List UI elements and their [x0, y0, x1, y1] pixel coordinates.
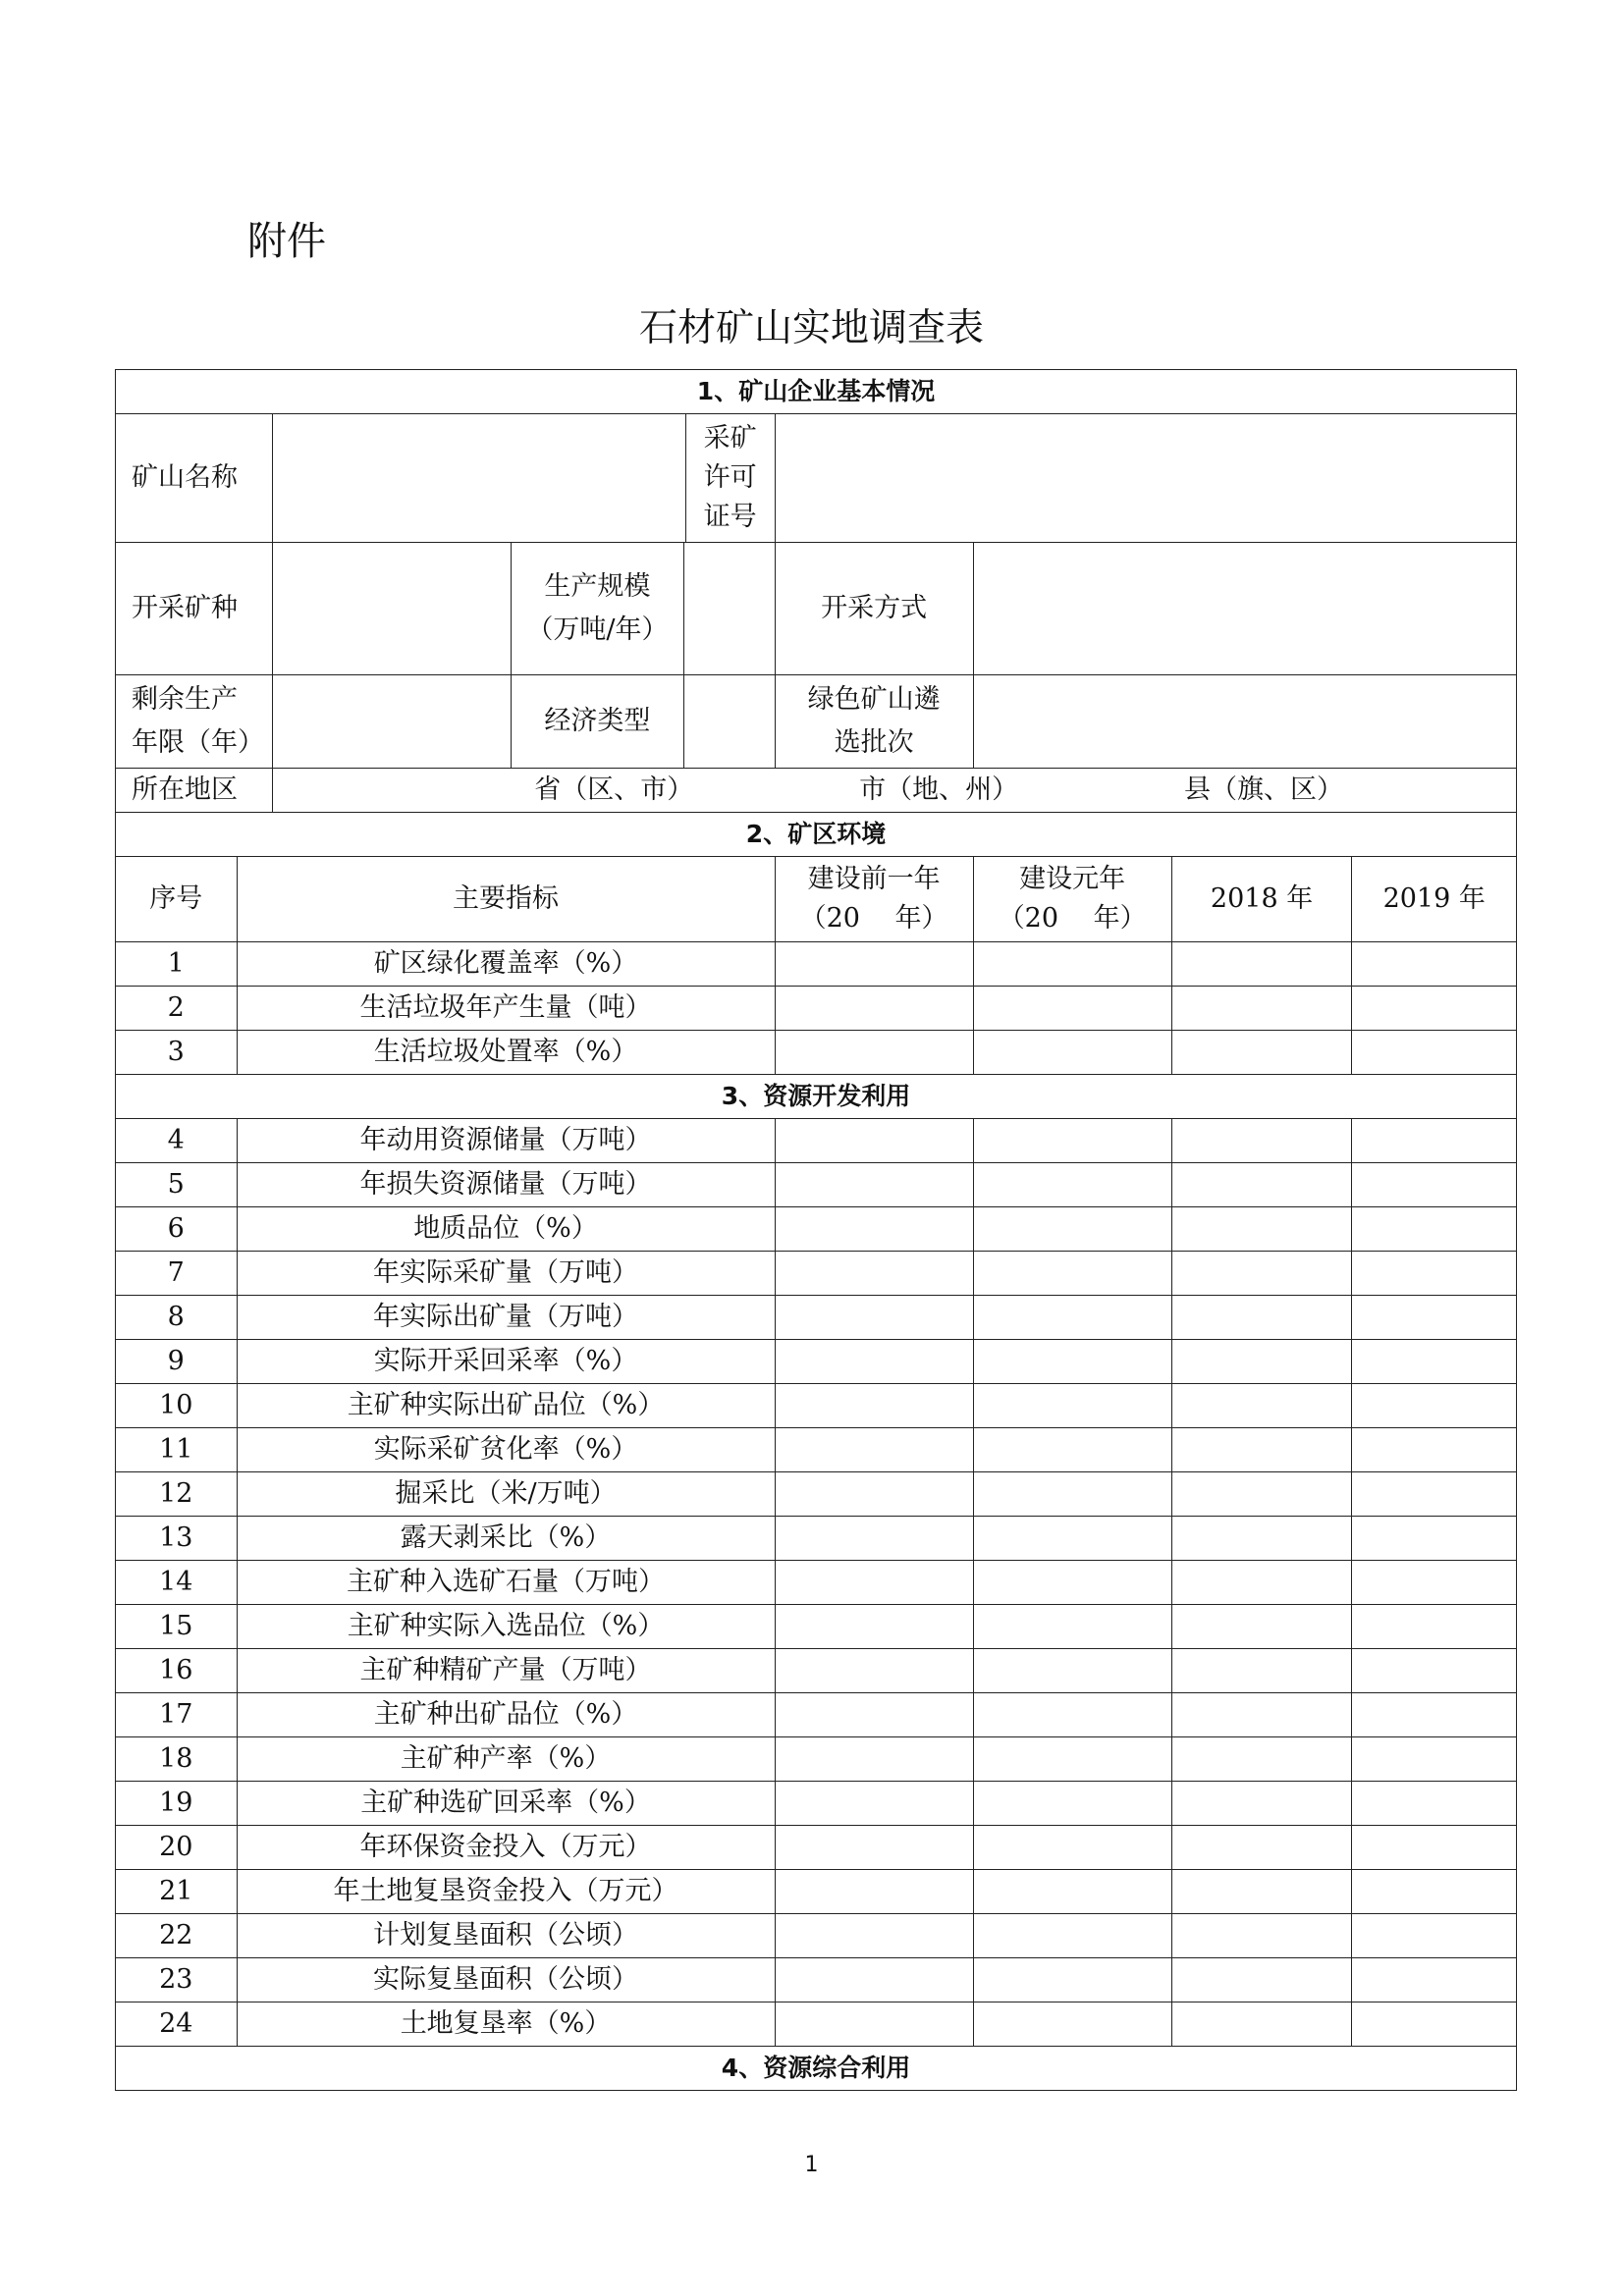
table-row: [116, 1207, 1517, 1252]
page-title: 石材矿山实地调查表: [638, 306, 984, 350]
value-cell-first-year[interactable]: [973, 1296, 1171, 1340]
row-seq: 10: [116, 1384, 238, 1428]
environment-rows: [116, 942, 1517, 1075]
value-cell-2018[interactable]: [1171, 1163, 1352, 1207]
value-cell-2019[interactable]: [1352, 1737, 1517, 1782]
mine-name-field[interactable]: [273, 414, 685, 543]
row-indicator: 露天剥采比（%）: [237, 1517, 775, 1561]
row-indicator: 矿区绿化覆盖率（%）: [237, 942, 775, 987]
row-seq: 11: [116, 1428, 238, 1472]
row-seq: 2: [116, 987, 238, 1031]
row-seq: 19: [116, 1782, 238, 1826]
row-seq: 22: [116, 1914, 238, 1958]
row-seq: 9: [116, 1340, 238, 1384]
row-indicator: 实际采矿贫化率（%）: [237, 1428, 775, 1472]
value-cell-2018[interactable]: [1171, 1296, 1352, 1340]
value-cell-before[interactable]: [775, 1340, 973, 1384]
row-seq: 23: [116, 1958, 238, 2002]
value-cell-2018[interactable]: [1171, 1826, 1352, 1870]
value-cell-2018[interactable]: [1171, 1252, 1352, 1296]
row-indicator: 年损失资源储量（万吨）: [237, 1163, 775, 1207]
value-cell-2018[interactable]: [1171, 1472, 1352, 1517]
value-cell-2018[interactable]: [1171, 1649, 1352, 1693]
mineral-type-field[interactable]: [273, 543, 512, 675]
row-seq: 6: [116, 1207, 238, 1252]
value-cell-before[interactable]: [775, 1472, 973, 1517]
row-indicator: 地质品位（%）: [237, 1207, 775, 1252]
row-indicator: 年实际采矿量（万吨）: [237, 1252, 775, 1296]
row-indicator: 年环保资金投入（万元）: [237, 1826, 775, 1870]
remaining-years-label: 剩余生产 年限（年）: [116, 675, 273, 769]
value-cell-first-year[interactable]: [973, 2002, 1171, 2047]
value-cell-2019[interactable]: [1352, 1340, 1517, 1384]
table-row: [116, 1914, 1517, 1958]
value-cell-first-year[interactable]: [973, 1340, 1171, 1384]
value-cell-first-year[interactable]: [973, 1031, 1171, 1075]
value-cell-2019[interactable]: [1352, 1207, 1517, 1252]
col-first-year-header: 建设元年 （20 年）: [973, 857, 1171, 942]
value-cell-2018[interactable]: [1171, 1207, 1352, 1252]
value-cell-2018[interactable]: [1171, 1031, 1352, 1075]
value-cell-first-year[interactable]: [973, 1517, 1171, 1561]
value-cell-2018[interactable]: [1171, 1119, 1352, 1163]
value-cell-2018[interactable]: [1171, 1737, 1352, 1782]
value-cell-2019[interactable]: [1352, 1649, 1517, 1693]
table-row: [116, 1826, 1517, 1870]
value-cell-2019[interactable]: [1352, 1384, 1517, 1428]
value-cell-before[interactable]: [775, 1428, 973, 1472]
value-cell-2019[interactable]: [1352, 1031, 1517, 1075]
value-cell-2019[interactable]: [1352, 1782, 1517, 1826]
value-cell-2018[interactable]: [1171, 1340, 1352, 1384]
row-indicator: 年土地复垦资金投入（万元）: [237, 1870, 775, 1914]
table-row: [116, 1119, 1517, 1163]
table-row: [116, 1782, 1517, 1826]
row-seq: 18: [116, 1737, 238, 1782]
row-indicator: 年实际出矿量（万吨）: [237, 1296, 775, 1340]
value-cell-2019[interactable]: [1352, 1870, 1517, 1914]
table-row: [116, 1958, 1517, 2002]
value-cell-first-year[interactable]: [973, 1428, 1171, 1472]
table-row: [116, 1428, 1517, 1472]
value-cell-before[interactable]: [775, 1870, 973, 1914]
economic-type-field[interactable]: [683, 675, 775, 769]
row-seq: 24: [116, 2002, 238, 2047]
value-cell-2018[interactable]: [1171, 1914, 1352, 1958]
mining-method-label: 开采方式: [775, 543, 973, 675]
row-indicator: 主矿种选矿回采率（%）: [237, 1782, 775, 1826]
row-seq: 14: [116, 1561, 238, 1605]
col-before-header: 建设前一年 （20 年）: [775, 857, 973, 942]
value-cell-before[interactable]: [775, 1252, 973, 1296]
value-cell-2018[interactable]: [1171, 1958, 1352, 2002]
value-cell-2019[interactable]: [1352, 2002, 1517, 2047]
value-cell-2019[interactable]: [1352, 1517, 1517, 1561]
value-cell-2019[interactable]: [1352, 942, 1517, 987]
value-cell-before[interactable]: [775, 1737, 973, 1782]
table-row: [116, 2002, 1517, 2047]
green-mine-batch-field[interactable]: [973, 675, 1516, 769]
value-cell-before[interactable]: [775, 1517, 973, 1561]
row-indicator: 生活垃圾年产生量（吨）: [237, 987, 775, 1031]
value-cell-before[interactable]: [775, 1782, 973, 1826]
value-cell-before[interactable]: [775, 1605, 973, 1649]
row-indicator: 实际开采回采率（%）: [237, 1340, 775, 1384]
value-cell-2019[interactable]: [1352, 987, 1517, 1031]
province-label: 省（区、市）: [534, 774, 694, 805]
value-cell-2019[interactable]: [1352, 1605, 1517, 1649]
green-mine-batch-label: 绿色矿山遴 选批次: [775, 675, 973, 769]
table-row: [116, 1252, 1517, 1296]
row-indicator: 主矿种精矿产量（万吨）: [237, 1649, 775, 1693]
value-cell-first-year[interactable]: [973, 1737, 1171, 1782]
row-indicator: 主矿种产率（%）: [237, 1737, 775, 1782]
row-seq: 13: [116, 1517, 238, 1561]
row-indicator: 计划复垦面积（公顷）: [237, 1914, 775, 1958]
value-cell-before[interactable]: [775, 1296, 973, 1340]
table-row: [116, 1384, 1517, 1428]
value-cell-first-year[interactable]: [973, 1914, 1171, 1958]
region-label: 所在地区: [116, 769, 273, 813]
row-indicator: 主矿种实际入选品位（%）: [237, 1605, 775, 1649]
table-row: [116, 1870, 1517, 1914]
value-cell-2018[interactable]: [1171, 987, 1352, 1031]
value-cell-before[interactable]: [775, 1561, 973, 1605]
resource-rows: [116, 1119, 1517, 2047]
attachment-label: 附件: [247, 219, 326, 264]
row-seq: 5: [116, 1163, 238, 1207]
value-cell-before[interactable]: [775, 942, 973, 987]
production-scale-label: 生产规模 （万吨/年）: [512, 543, 684, 675]
table-row: [116, 1649, 1517, 1693]
economic-type-label: 经济类型: [512, 675, 684, 769]
value-cell-first-year[interactable]: [973, 1826, 1171, 1870]
value-cell-2019[interactable]: [1352, 1296, 1517, 1340]
value-cell-before[interactable]: [775, 1693, 973, 1737]
mine-name-label: 矿山名称: [116, 414, 273, 543]
value-cell-first-year[interactable]: [973, 1472, 1171, 1517]
value-cell-first-year[interactable]: [973, 1693, 1171, 1737]
row-indicator: 主矿种出矿品位（%）: [237, 1693, 775, 1737]
section-comprehensive-utilization: 4、资源综合利用: [116, 2047, 1517, 2091]
value-cell-2018[interactable]: [1171, 2002, 1352, 2047]
row-seq: 20: [116, 1826, 238, 1870]
section-basic-info: 1、矿山企业基本情况: [116, 370, 1517, 414]
value-cell-before[interactable]: [775, 1958, 973, 2002]
value-cell-2019[interactable]: [1352, 1119, 1517, 1163]
license-number-field[interactable]: [775, 414, 1516, 543]
row-indicator: 主矿种入选矿石量（万吨）: [237, 1561, 775, 1605]
value-cell-before[interactable]: [775, 1119, 973, 1163]
value-cell-2018[interactable]: [1171, 1561, 1352, 1605]
production-scale-field[interactable]: [683, 543, 775, 675]
region-field[interactable]: [273, 769, 1517, 813]
value-cell-before[interactable]: [775, 1163, 973, 1207]
value-cell-2019[interactable]: [1352, 1693, 1517, 1737]
value-cell-first-year[interactable]: [973, 1649, 1171, 1693]
value-cell-before[interactable]: [775, 1914, 973, 1958]
value-cell-first-year[interactable]: [973, 1252, 1171, 1296]
value-cell-first-year[interactable]: [973, 1384, 1171, 1428]
row-seq: 21: [116, 1870, 238, 1914]
row-seq: 7: [116, 1252, 238, 1296]
row-seq: 3: [116, 1031, 238, 1075]
row-seq: 8: [116, 1296, 238, 1340]
col-2019-header: 2019 年: [1352, 857, 1517, 942]
row-indicator: 土地复垦率（%）: [237, 2002, 775, 2047]
license-number-label: 采矿 许可 证号: [685, 414, 775, 543]
value-cell-first-year[interactable]: [973, 1207, 1171, 1252]
table-row: [116, 1737, 1517, 1782]
value-cell-before[interactable]: [775, 1826, 973, 1870]
remaining-years-field[interactable]: [273, 675, 512, 769]
value-cell-first-year[interactable]: [973, 1605, 1171, 1649]
value-cell-2018[interactable]: [1171, 1428, 1352, 1472]
mining-method-field[interactable]: [973, 543, 1516, 675]
table-row: [116, 1605, 1517, 1649]
row-indicator: 主矿种实际出矿品位（%）: [237, 1384, 775, 1428]
section-resource-development: 3、资源开发利用: [116, 1075, 1517, 1119]
value-cell-2019[interactable]: [1352, 1472, 1517, 1517]
value-cell-2018[interactable]: [1171, 1384, 1352, 1428]
value-cell-first-year[interactable]: [973, 1870, 1171, 1914]
row-seq: 15: [116, 1605, 238, 1649]
row-seq: 16: [116, 1649, 238, 1693]
row-indicator: 实际复垦面积（公顷）: [237, 1958, 775, 2002]
row-indicator: 年动用资源储量（万吨）: [237, 1119, 775, 1163]
value-cell-before[interactable]: [775, 1649, 973, 1693]
value-cell-2018[interactable]: [1171, 1605, 1352, 1649]
row-seq: 12: [116, 1472, 238, 1517]
table-row: [116, 987, 1517, 1031]
value-cell-first-year[interactable]: [973, 1163, 1171, 1207]
county-label: 县（旗、区）: [1183, 774, 1343, 805]
survey-form-table: [115, 369, 1517, 2091]
table-row: [116, 1296, 1517, 1340]
value-cell-2019[interactable]: [1352, 1914, 1517, 1958]
table-row: [116, 942, 1517, 987]
value-cell-2019[interactable]: [1352, 1428, 1517, 1472]
value-cell-2019[interactable]: [1352, 1163, 1517, 1207]
row-seq: 4: [116, 1119, 238, 1163]
col-2018-header: 2018 年: [1171, 857, 1352, 942]
value-cell-2018[interactable]: [1171, 1517, 1352, 1561]
city-label: 市（地、州）: [859, 774, 1019, 805]
value-cell-2019[interactable]: [1352, 1826, 1517, 1870]
value-cell-2019[interactable]: [1352, 1252, 1517, 1296]
mineral-type-label: 开采矿种: [116, 543, 273, 675]
table-row: [116, 1693, 1517, 1737]
value-cell-before[interactable]: [775, 1031, 973, 1075]
value-cell-first-year[interactable]: [973, 942, 1171, 987]
value-cell-before[interactable]: [775, 1207, 973, 1252]
value-cell-2018[interactable]: [1171, 1693, 1352, 1737]
table-row: [116, 1031, 1517, 1075]
value-cell-first-year[interactable]: [973, 1958, 1171, 2002]
table-row: [116, 1472, 1517, 1517]
value-cell-before[interactable]: [775, 987, 973, 1031]
table-row: [116, 1340, 1517, 1384]
row-seq: 17: [116, 1693, 238, 1737]
table-row: [116, 1561, 1517, 1605]
value-cell-first-year[interactable]: [973, 1561, 1171, 1605]
section-mine-environment: 2、矿区环境: [116, 813, 1517, 857]
page-number: 1: [804, 2153, 819, 2177]
value-cell-first-year[interactable]: [973, 987, 1171, 1031]
value-cell-2019[interactable]: [1352, 1561, 1517, 1605]
value-cell-first-year[interactable]: [973, 1119, 1171, 1163]
row-seq: 1: [116, 942, 238, 987]
table-row: [116, 1517, 1517, 1561]
value-cell-2018[interactable]: [1171, 1870, 1352, 1914]
table-row: [116, 1163, 1517, 1207]
value-cell-first-year[interactable]: [973, 1782, 1171, 1826]
value-cell-2018[interactable]: [1171, 1782, 1352, 1826]
col-indicator-header: 主要指标: [237, 857, 775, 942]
value-cell-before[interactable]: [775, 2002, 973, 2047]
row-indicator: 生活垃圾处置率（%）: [237, 1031, 775, 1075]
col-seq-header: 序号: [116, 857, 238, 942]
value-cell-2018[interactable]: [1171, 942, 1352, 987]
value-cell-before[interactable]: [775, 1384, 973, 1428]
row-indicator: 掘采比（米/万吨）: [237, 1472, 775, 1517]
value-cell-2019[interactable]: [1352, 1958, 1517, 2002]
